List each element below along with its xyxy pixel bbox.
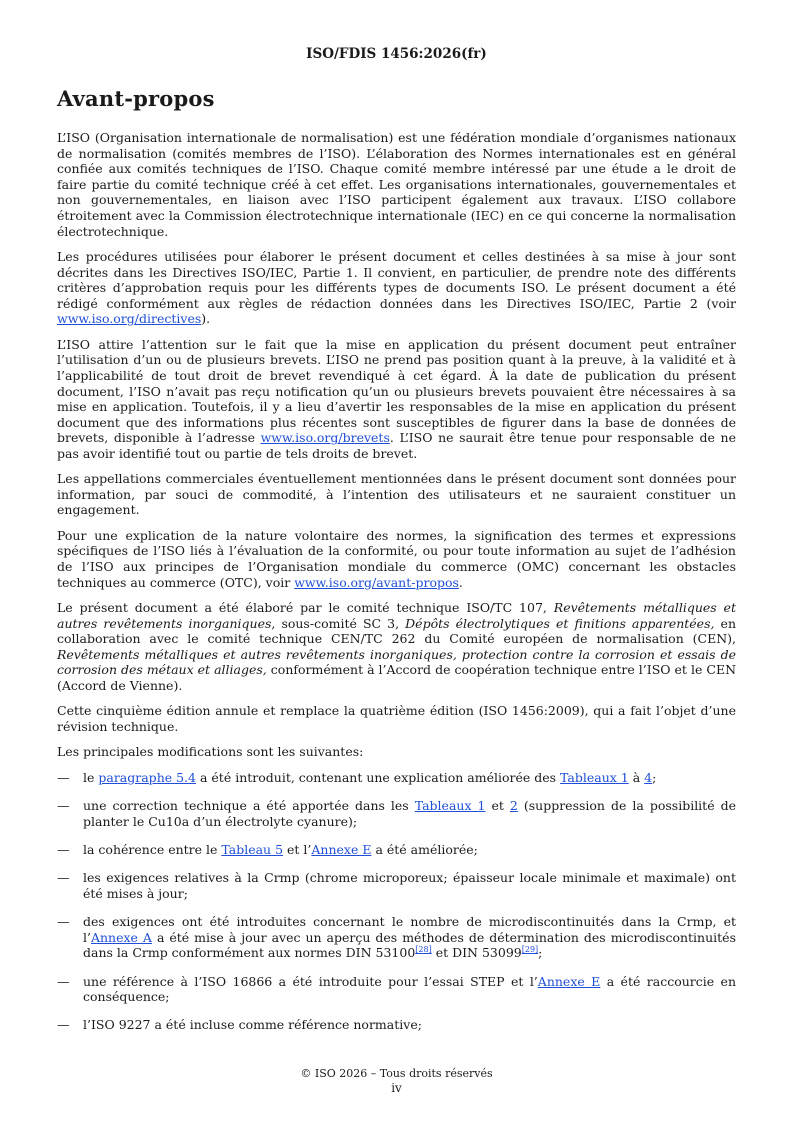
list-item-text: l’ISO 9227 a été incluse comme référence normative; <box>83 1017 422 1033</box>
document-header: ISO/FDIS 1456:2026(fr) <box>306 46 487 62</box>
list-item <box>57 1017 736 1033</box>
page-number: iv <box>391 1081 402 1095</box>
reference-29-link[interactable]: [29] <box>521 945 539 955</box>
paragraph-5-4-link[interactable]: paragraphe 5.4 <box>98 769 196 785</box>
changes-list <box>57 770 736 1033</box>
paragraph-patents <box>57 337 736 462</box>
list-item-text: ; <box>652 769 657 785</box>
list-item-text: et DIN 53099 <box>431 945 522 961</box>
annex-e-link[interactable]: Annexe E <box>537 973 601 989</box>
paragraph-committee <box>57 600 736 694</box>
list-item-text: a été raccourcie en conséquence; <box>83 973 736 1005</box>
foreword-link[interactable]: www.iso.org/avant-propos <box>294 574 459 590</box>
paragraph-procedures <box>57 249 736 327</box>
list-item <box>57 798 736 829</box>
dash-bullet: — <box>57 798 70 814</box>
list-item-text: les exigences relatives à la Crmp (chrome microporeux; épaisseur locale minimale et maximale) ont été mises à jour; <box>83 870 736 901</box>
dash-bullet: — <box>57 914 70 930</box>
list-item: — le paragraphe 5.4 a été introduit, contenant une explication améliorée des Tableaux 1 à 4; <box>57 769 657 785</box>
reference-29 <box>522 945 538 954</box>
list-item-text: ; <box>538 945 543 961</box>
subcommittee-title: Dépôts électrolytiques et finitions apparentées, <box>405 615 715 631</box>
page-footer <box>0 1066 793 1096</box>
cen-committee-title: Revêtements métalliques et autres revêtements inorganiques, protection contre la corrosion et essais de corrosion des métaux et alliages, <box>57 646 736 678</box>
document-body <box>57 130 736 1046</box>
list-item-text: et <box>485 798 510 814</box>
list-item <box>57 870 736 901</box>
paragraph-text: conformément à l’Accord de coopération technique entre l’ISO et le CEN (Accord de Vienne). <box>57 662 737 693</box>
paragraph-text: L’ISO attire l’attention sur le fait que la mise en application du présent document peut entraîner l’utilisation d’un ou de plusieurs brevets. L’ISO ne prend pas position quant à la preuve, à la validité et à l’applicabilité de tout droit de brevet revendiqué à cet égard. À la date de publication du présent document, l’ISO n’avait pas reçu notification qu’un ou plusieurs brevets pouvaient être nécessaires à sa mise en application. Toutefois, il y a lieu d’avertir les responsables de la mise en application du présent document que des informations plus récentes sont susceptibles de figurer dans la base de données de brevets, disponible à l’adresse <box>57 336 736 446</box>
committee-title: Revêtements métalliques et autres revêtements inorganiques <box>57 600 736 631</box>
paragraph-text: en collaboration avec le comité technique CEN/TC 262 du Comité européen de normalisation (CEN), <box>57 615 736 647</box>
list-item <box>57 914 736 961</box>
list-item <box>57 842 736 858</box>
reference-28 <box>415 945 431 954</box>
paragraph-text: Le présent document a été élaboré par le comité technique ISO/TC 107, <box>57 600 554 616</box>
list-item-text: une correction technique a été apportée dans les <box>83 798 415 814</box>
paragraph-text: , sous-comité SC 3, <box>271 615 406 631</box>
list-item-text: a été améliorée; <box>371 841 478 857</box>
list-item-text: a été introduit, contenant une explication améliorée des <box>196 769 561 785</box>
paragraph-changes-intro: Les principales modifications sont les suivantes: <box>57 744 364 760</box>
paragraph-text: Les procédures utilisées pour élaborer le présent document et celles destinées à sa mise à jour sont décrites dans les Directives ISO/IEC, Partie 1. Il convient, en particulier, de prendre note des différents critères d’approbation requis pour les différents types de documents ISO. Le présent document a été rédigé conformément aux règles de rédaction données dans les Directives ISO/IEC, Partie 2 (voir <box>57 248 736 311</box>
dash-bullet: — <box>57 1017 70 1033</box>
annex-e-link[interactable]: Annexe E <box>311 841 372 857</box>
paragraph-text: ). <box>201 311 211 327</box>
dash-bullet: — <box>57 841 70 857</box>
directives-link[interactable]: www.iso.org/directives <box>57 311 202 327</box>
list-item-text: et l’ <box>283 841 312 857</box>
list-item-text: des exigences ont été introduites concernant le nombre de microdiscontinuités dans la Crmp, et l’ <box>83 914 736 945</box>
reference-28-link[interactable]: [28] <box>415 945 432 955</box>
paragraph-iso-intro: L’ISO (Organisation internationale de normalisation) est une fédération mondiale d’organismes nationaux de normalisation (comités membres de l’ISO). L’élaboration des Normes internationales est en général confiée aux comités techniques de l’ISO. Chaque comité membre intéressé par une étude a le droit de faire partie du comité technique créé à cet effet. Les organisations internationales, gouvernementales et non gouvernementales, en liaison avec l’ISO participent également aux travaux. L’ISO collabore étroitement avec la Commission électrotechnique internationale (IEC) en ce qui concerne la normalisation électrotechnique. <box>57 130 736 239</box>
list-item <box>57 974 736 1005</box>
list-item-text: une référence à l’ISO 16866 a été introduite pour l’essai STEP et l’ <box>83 973 538 989</box>
dash-bullet: — <box>57 870 70 886</box>
table-2-link[interactable]: 2 <box>509 798 518 814</box>
copyright-notice: © ISO 2026 – Tous droits réservés <box>300 1067 493 1080</box>
dash-bullet: — <box>57 769 70 785</box>
table-1-link[interactable]: Tableaux 1 <box>414 798 486 814</box>
paragraph-voluntary-nature <box>57 528 736 590</box>
paragraph-text: . L’ISO ne saurait être tenue pour responsable de ne pas avoir identifié tout ou partie de tels droits de brevet. <box>57 430 736 461</box>
list-item-text: à <box>628 769 645 785</box>
list-item-text: (suppression de la possibilité de planter le Cu10a d’un électrolyte cyanure); <box>83 798 737 829</box>
dash-bullet: — <box>57 973 70 989</box>
table-1-link[interactable]: Tableaux 1 <box>560 769 629 785</box>
page-title: Avant-propos <box>57 86 215 111</box>
patents-link[interactable]: www.iso.org/brevets <box>260 430 390 446</box>
table-5-link[interactable]: Tableau 5 <box>221 841 284 857</box>
list-item-text: a été mise à jour avec un aperçu des méthodes de détermination des microdiscontinuités dans la Crmp conformément aux normes DIN 53100 <box>83 929 736 961</box>
table-4-link[interactable]: 4 <box>644 769 653 785</box>
list-item-text: la cohérence entre le <box>83 841 222 857</box>
paragraph-text: Pour une explication de la nature volontaire des normes, la signification des termes et expressions spécifiques de l’ISO liés à l’évaluation de la conformité, ou pour toute information au sujet de l’adhésion de l’ISO aux principes de l’Organisation mondiale du commerce (OMC) concernant les obstacles techniques au commerce (OTC), voir <box>57 527 736 590</box>
annex-a-link[interactable]: Annexe A <box>90 929 152 945</box>
paragraph-trade-names: Les appellations commerciales éventuellement mentionnées dans le présent document sont données pour information, par souci de commodité, à l’intention des utilisateurs et ne sauraient constituer un engagement. <box>57 471 736 518</box>
paragraph-edition: Cette cinquième édition annule et remplace la quatrième édition (ISO 1456:2009), qui a fait l’objet d’une révision technique. <box>57 703 736 734</box>
paragraph-text: . <box>458 574 463 590</box>
